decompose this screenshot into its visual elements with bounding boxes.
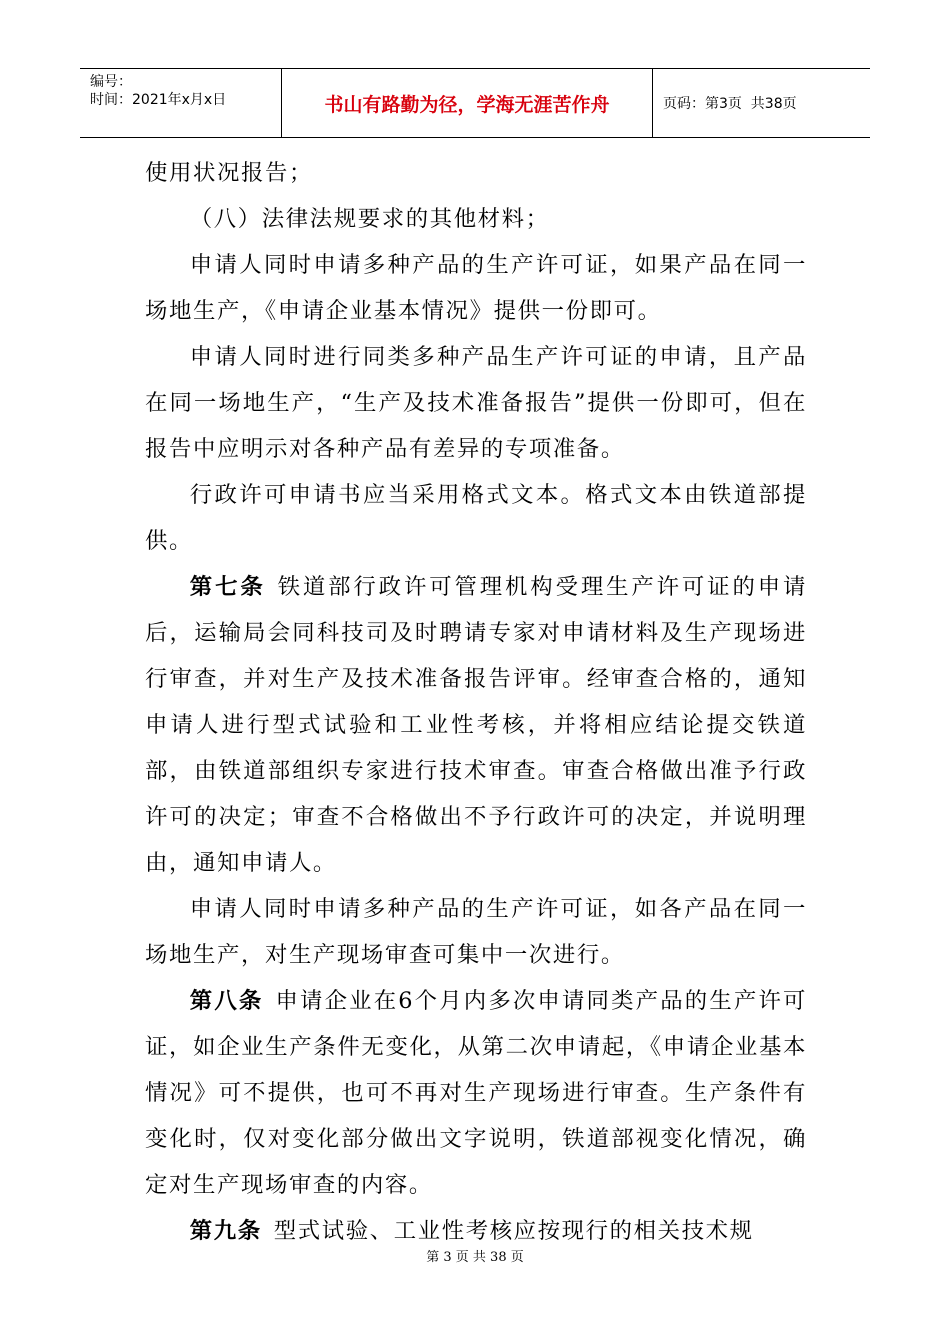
paragraph: 申请人同时进行同类多种产品生产许可证的申请，且产品在同一场地生产，“生产及技术准备报告”提供一份即可，但在报告中应明示对各种产品有差异的专项准备。 bbox=[145, 344, 807, 462]
paragraph: 行政许可申请书应当采用格式文本。格式文本由铁道部提供。 bbox=[145, 482, 807, 554]
paragraph: （八）法律法规要求的其他材料； bbox=[189, 206, 550, 232]
page-footer: 第 3 页 共 38 页 bbox=[426, 1250, 524, 1265]
article-text: 铁道部行政许可管理机构受理生产许可证的申请后，运输局会同科技司及时聘请专家对申请材料及生产现场进行审查，并对生产及技术准备报告评审。经审查合格的，通知申请人进行型式试验和工业性考核，并将相应结论提交铁道部，由铁道部组织专家进行技术审查。审查合格做出准予行政许可的决定；审查不合格做出不予行政许可的决定，并说明理由，通知申请人。 bbox=[145, 574, 807, 876]
article-8 bbox=[145, 978, 807, 1208]
article-text: 型式试验、工业性考核应按现行的相关技术规 bbox=[273, 1218, 754, 1244]
paragraph: 申请人同时申请多种产品的生产许可证，如各产品在同一场地生产，对生产现场审查可集中一次进行。 bbox=[145, 896, 807, 968]
article-7 bbox=[145, 564, 807, 886]
paragraph: 申请人同时申请多种产品的生产许可证，如果产品在同一场地生产，《申请企业基本情况》提供一份即可。 bbox=[145, 252, 807, 324]
document-date-label: 时间：2021年x月x日 bbox=[90, 92, 227, 108]
article-heading: 第七条 bbox=[189, 574, 266, 600]
article-text: 申请企业在6个月内多次申请同类产品的生产许可证，如企业生产条件无变化，从第二次申请起，《申请企业基本情况》可不提供，也可不再对生产现场进行审查。生产条件有变化时，仅对变化部分做出文字说明，铁道部视变化情况，确定对生产现场审查的内容。 bbox=[145, 988, 807, 1198]
article-heading: 第九条 bbox=[189, 1218, 262, 1244]
header-meta bbox=[80, 69, 282, 137]
header-page-info: 页码：第3页 共38页 bbox=[663, 96, 797, 112]
document-number-label: 编号： bbox=[90, 74, 132, 90]
page-header bbox=[80, 68, 870, 138]
document-body bbox=[145, 150, 807, 1254]
paragraph: 使用状况报告； bbox=[145, 160, 313, 186]
header-motto: 书山有路勤为径，学海无涯苦作舟 bbox=[282, 69, 653, 137]
article-heading: 第八条 bbox=[189, 988, 264, 1014]
